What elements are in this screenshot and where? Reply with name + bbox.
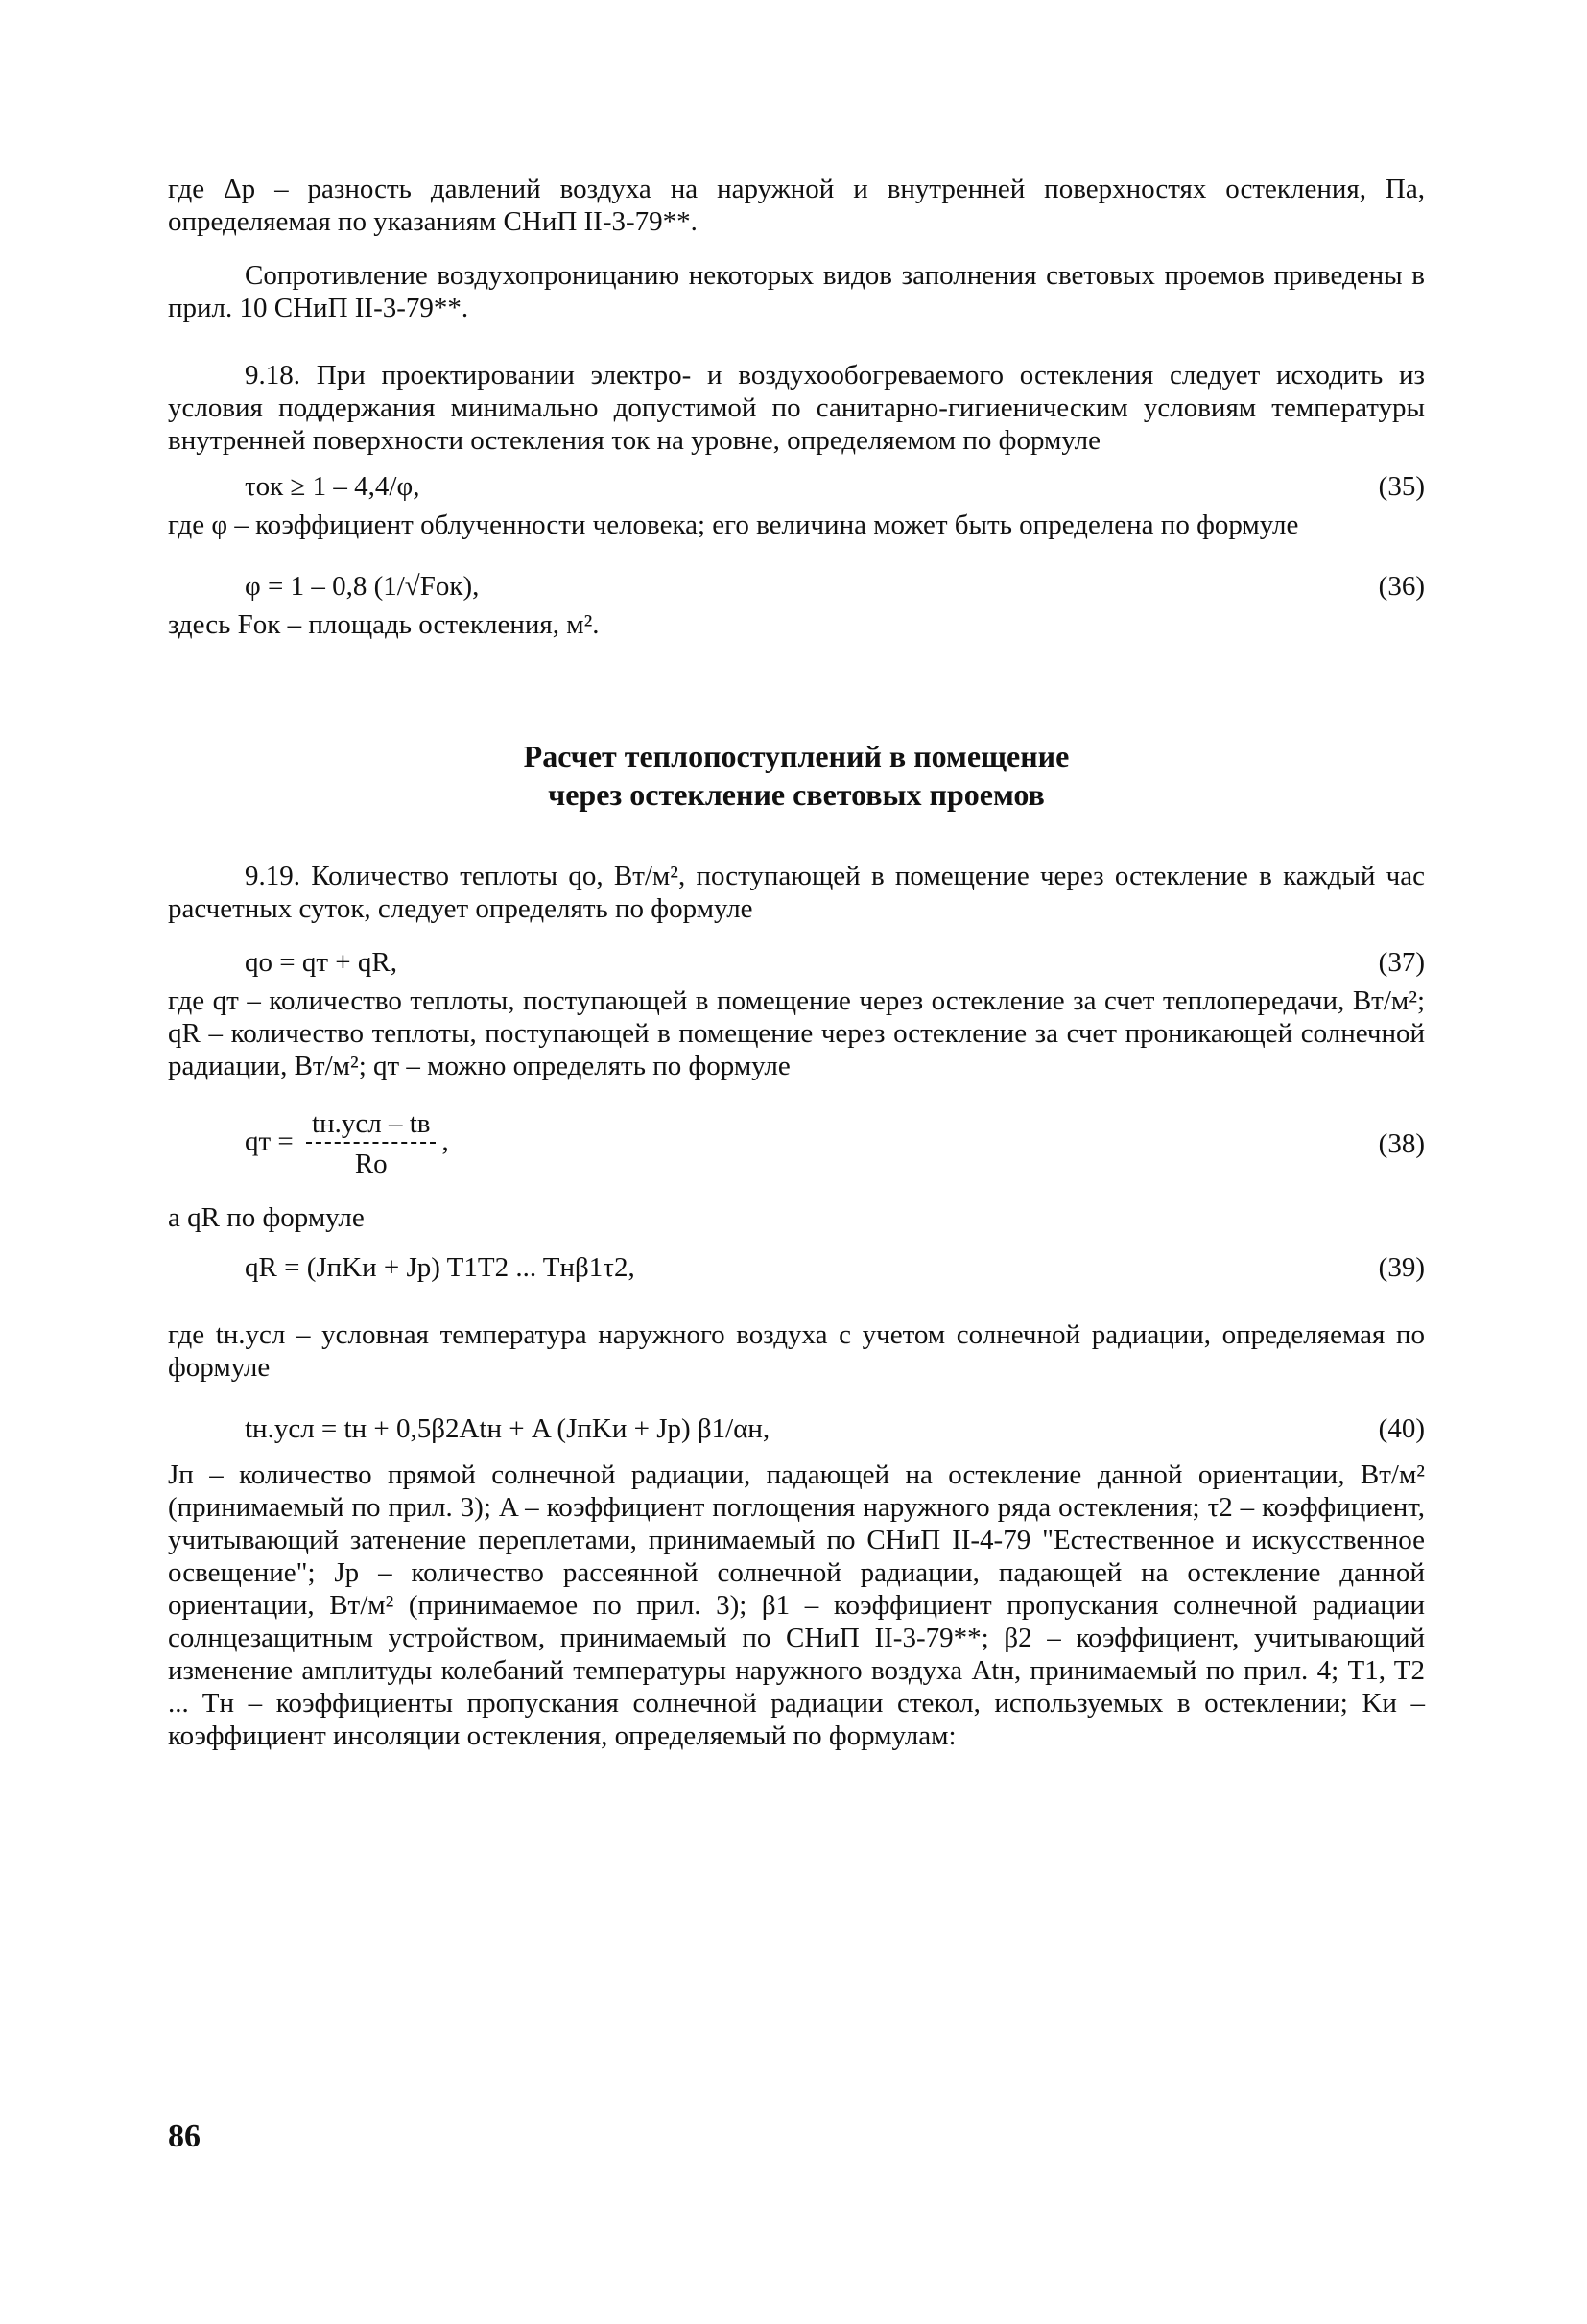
equation-number-39: (39) xyxy=(1378,1252,1425,1283)
formula-35 xyxy=(168,470,1425,503)
formula-38-tail: , xyxy=(441,1126,449,1157)
formula-40 xyxy=(168,1412,1425,1445)
formula-35-expression: τок ≥ 1 – 4,4/φ, xyxy=(245,471,420,502)
formula-39-expression: qR = (JпKи + Jр) T1T2 ... Tнβ1τ2, xyxy=(245,1252,635,1283)
equation-number-35: (35) xyxy=(1378,471,1425,502)
paragraph-phi-definition: где φ – коэффициент облученности человека; его величина может быть определена по формуле xyxy=(168,510,1299,540)
formula-38-lhs: qт = xyxy=(245,1126,294,1157)
paragraph-9-18: 9.18. При проектировании электро- и воздухообогреваемого остекления следует исходить из условия поддержания минимально допустимой по санитарно-гигиеническим условиям температуры внутренней поверхности остекления τок на уровне, определяемом по формуле xyxy=(168,360,1425,456)
paragraph-qt-qr-definition: где qт – количество теплоты, поступающей в помещение через остекление за счет теплопередачи, Вт/м²; qR – количество теплоты, поступающей в помещение через остекление за счет проникающей солнечной радиации, Вт/м²; qт – можно определять по формуле xyxy=(168,985,1425,1081)
paragraph-area-definition: здесь Fок – площадь остекления, м². xyxy=(168,609,600,640)
formula-37-expression: qо = qт + qR, xyxy=(245,947,397,978)
formula-40-expression: tн.усл = tн + 0,5β2Atн + A (JпKи + Jр) β1/αн, xyxy=(245,1413,770,1444)
formula-38-fraction xyxy=(306,1107,436,1180)
formula-38 xyxy=(168,1107,1425,1180)
formula-36 xyxy=(168,570,1425,603)
paragraph-symbols-legend: Jп – количество прямой солнечной радиации, падающей на остекление данной ориентации, Вт/м² (принимаемый по прил. 3); A – коэффициент поглощения наружного ряда остекления; τ2 – коэффициент, учитывающий затенение переплетами, принимаемый по СНиП II-4-79 "Естественное и искусственное освещение"; Jр – количество рассеянной солнечной радиации, падающей на остекление данной ориентации, Вт/м² (принимаемое по прил. 3); β1 – коэффициент пропускания солнечной радиации солнцезащитным устройством, принимаемый по СНиП II-3-79**; β2 – коэффициент, учитывающий изменение амплитуды колебаний температуры наружного воздуха Atн, принимаемый по прил. 4; T1, T2 ... Tн – коэффициенты пропускания солнечной радиации стекол, используемых в остеклении; Kи – коэффициент инсоляции остекления, определяемый по формулам: xyxy=(168,1459,1425,1751)
formula-38-numerator: tн.усл – tв xyxy=(306,1107,436,1144)
formula-37 xyxy=(168,946,1425,979)
equation-number-37: (37) xyxy=(1378,947,1425,978)
equation-number-38: (38) xyxy=(1378,1128,1425,1159)
page-content xyxy=(168,173,1425,1752)
paragraph-tn-usl-definition: где tн.усл – условная температура наружного воздуха с учетом солнечной радиации, определяемая по формуле xyxy=(168,1319,1425,1383)
equation-number-40: (40) xyxy=(1378,1413,1425,1444)
paragraph-9-19: 9.19. Количество теплоты qо, Вт/м², поступающей в помещение через остекление в каждый час расчетных суток, следует определять по формуле xyxy=(168,861,1425,924)
heading-line-1: Расчет теплопоступлений в помещение xyxy=(523,739,1070,773)
equation-number-36: (36) xyxy=(1378,571,1425,602)
page-number: 86 xyxy=(168,2119,201,2154)
heading-line-2: через остекление световых проемов xyxy=(548,777,1045,812)
paragraph-qr-formula-intro: а qR по формуле xyxy=(168,1202,365,1233)
formula-36-expression: φ = 1 – 0,8 (1/√Fок), xyxy=(245,571,480,602)
formula-39 xyxy=(168,1251,1425,1284)
section-heading xyxy=(168,737,1425,814)
formula-38-expression xyxy=(245,1107,449,1180)
paragraph-air-permeability: Сопротивление воздухопроницанию некоторых видов заполнения световых проемов приведены в прил. 10 СНиП II-3-79**. xyxy=(168,260,1425,323)
paragraph-delta-p: где Δp – разность давлений воздуха на наружной и внутренней поверхностях остекления, Па, определяемая по указаниям СНиП II-3-79**. xyxy=(168,174,1425,237)
formula-38-denominator: Rо xyxy=(354,1149,388,1179)
